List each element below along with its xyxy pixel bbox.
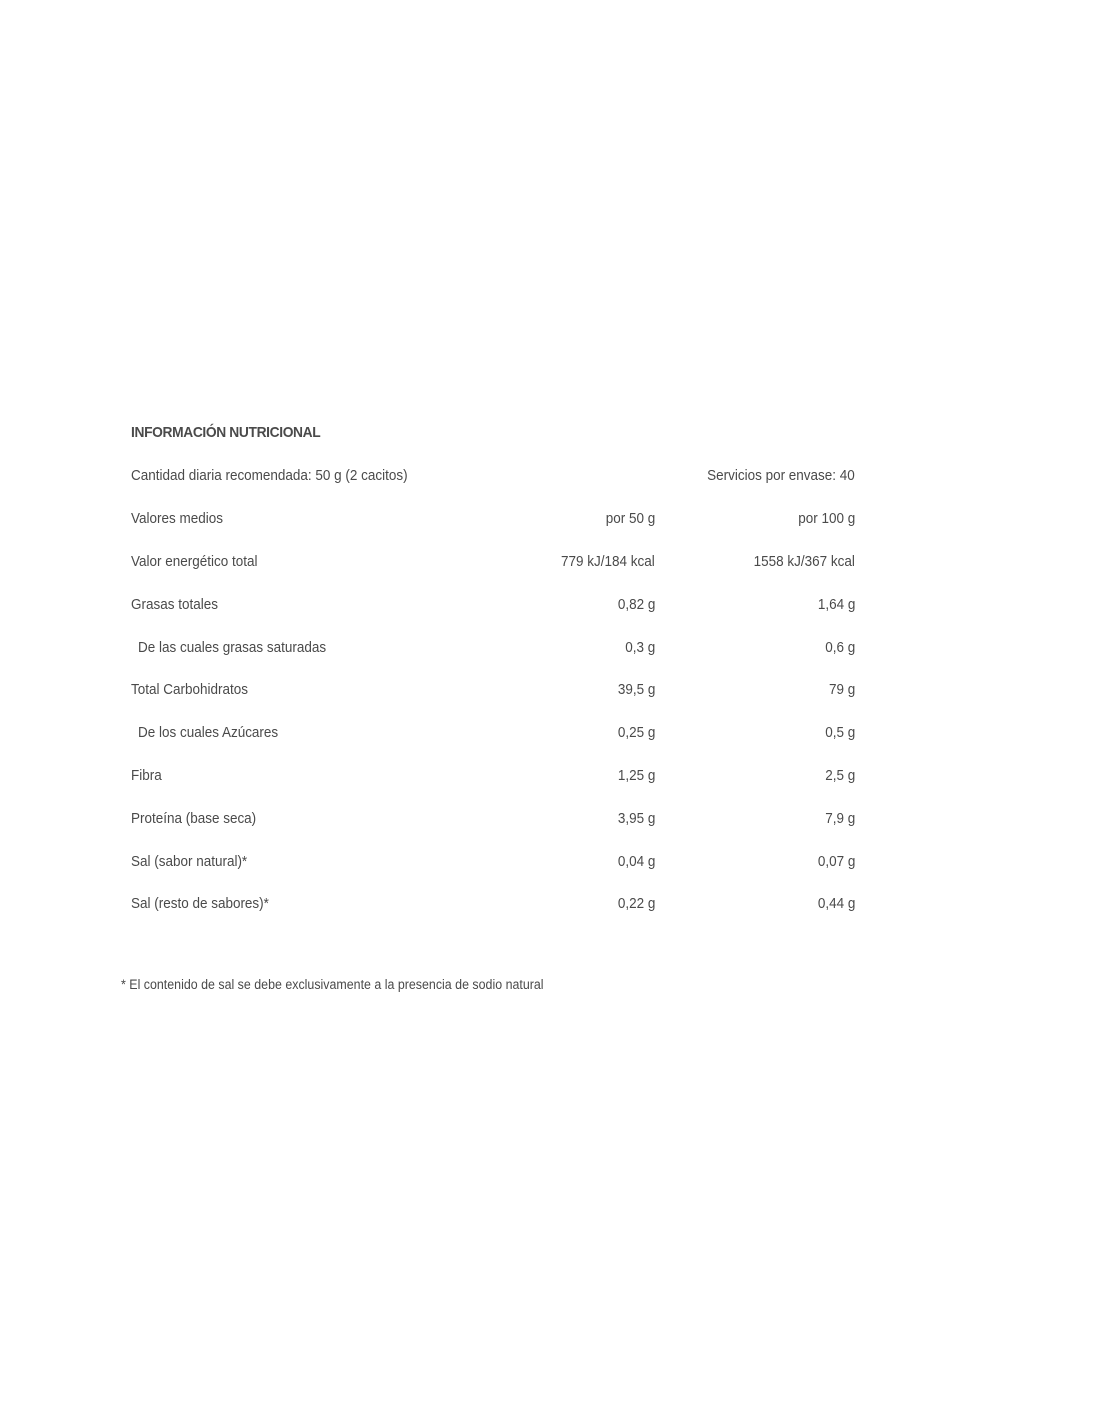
row-label: Valor energético total xyxy=(131,554,258,570)
servings-per-container-text: Servicios por envase: 40 xyxy=(707,468,855,484)
row-label: Sal (resto de sabores)* xyxy=(131,896,269,912)
row-value-per-50g: 0,04 g xyxy=(617,854,655,870)
row-value-per-50g: 0,82 g xyxy=(617,597,655,613)
row-label: De los cuales Azúcares xyxy=(138,725,279,741)
table-row-fiber xyxy=(131,766,855,786)
row-value-per-100g: 0,07 g xyxy=(817,854,855,870)
row-value-per-50g: 0,3 g xyxy=(625,640,655,656)
row-value-per-50g: 0,25 g xyxy=(617,725,655,741)
row-label: Fibra xyxy=(131,768,162,784)
row-value-per-50g: 3,95 g xyxy=(617,811,655,827)
table-header-row xyxy=(131,509,855,529)
header-col-per-100g: por 100 g xyxy=(798,511,855,527)
table-row-protein xyxy=(131,809,855,829)
row-value-per-100g: 0,6 g xyxy=(825,640,855,656)
row-value-per-50g: 779 kJ/184 kcal xyxy=(561,554,655,570)
row-value-per-100g: 1558 kJ/367 kcal xyxy=(753,554,855,570)
row-label: Sal (sabor natural)* xyxy=(131,854,248,870)
salt-footnote: * El contenido de sal se debe exclusivamente a la presencia de sodio natural xyxy=(121,977,544,992)
table-row-energy xyxy=(131,552,855,572)
table-row-salt-other xyxy=(131,894,855,914)
table-row-carbohydrates xyxy=(131,680,855,700)
row-label: Grasas totales xyxy=(131,597,218,613)
daily-amount-text: Cantidad diaria recomendada: 50 g (2 cacitos) xyxy=(131,468,408,484)
row-value-per-100g: 2,5 g xyxy=(825,768,855,784)
row-value-per-100g: 0,5 g xyxy=(825,725,855,741)
row-value-per-50g: 39,5 g xyxy=(617,682,655,698)
row-value-per-50g: 1,25 g xyxy=(617,768,655,784)
row-label: Total Carbohidratos xyxy=(131,682,248,698)
row-label: De las cuales grasas saturadas xyxy=(138,640,327,656)
serving-info-row xyxy=(131,466,855,486)
row-label: Proteína (base seca) xyxy=(131,811,257,827)
table-row-total-fat xyxy=(131,595,855,615)
table-row-sugars xyxy=(131,723,855,743)
row-value-per-100g: 7,9 g xyxy=(825,811,855,827)
header-label: Valores medios xyxy=(131,511,223,527)
row-value-per-100g: 0,44 g xyxy=(817,896,855,912)
nutrition-title: INFORMACIÓN NUTRICIONAL xyxy=(131,424,321,441)
header-col-per-50g: por 50 g xyxy=(605,511,655,527)
row-value-per-100g: 79 g xyxy=(828,682,855,698)
table-row-salt-natural xyxy=(131,852,855,872)
row-value-per-100g: 1,64 g xyxy=(817,597,855,613)
table-row-saturated-fat xyxy=(131,638,855,658)
row-value-per-50g: 0,22 g xyxy=(617,896,655,912)
